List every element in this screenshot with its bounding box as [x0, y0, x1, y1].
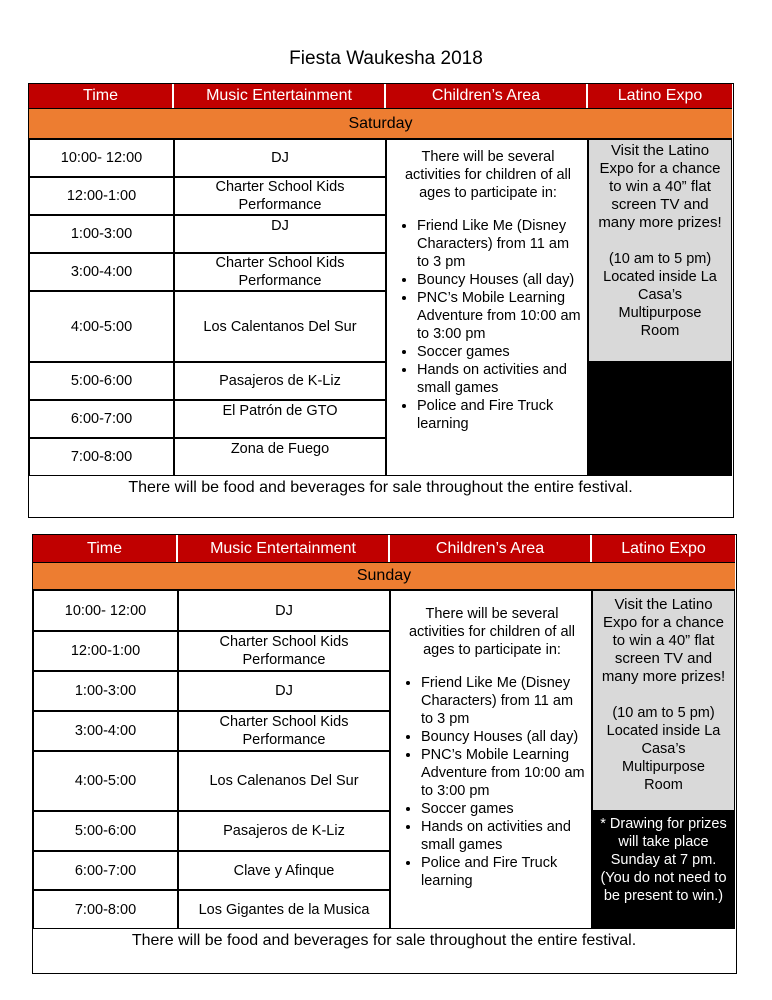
time-cell: 7:00-8:00 [33, 890, 178, 929]
list-item: • Friend Like Me (Disney Characters) from 11 am to 3 pm [417, 217, 583, 271]
time-cell: 10:00- 12:00 [29, 139, 174, 177]
header-time: Time [29, 84, 174, 108]
header-time: Time [33, 535, 178, 562]
list-item: • Police and Fire Truck learning [421, 854, 587, 890]
music-cell: Pasajeros de K-Liz [178, 811, 390, 851]
sunday-schedule-table [32, 534, 737, 974]
expo-promo-text: Visit the Latino Expo for a chance to win a 40” flat screen TV and many more prizes! [598, 142, 722, 231]
time-cell: 4:00-5:00 [33, 751, 178, 811]
food-note: There will be food and beverages for sale throughout the entire festival. [128, 479, 633, 496]
time-cell: 6:00-7:00 [33, 851, 178, 890]
header-children: Children’s Area [386, 84, 588, 108]
list-item: • Soccer games [417, 343, 583, 361]
latino-expo-cell [592, 590, 735, 811]
music-cell: Los Calentanos Del Sur [174, 291, 386, 362]
music-cell: Pasajeros de K-Liz [174, 362, 386, 400]
time-cell: 3:00-4:00 [33, 711, 178, 751]
music-cell: DJ [178, 590, 390, 631]
music-cell: Clave y Afinque [178, 851, 390, 890]
list-item: • PNC’s Mobile Learning Adventure from 10:00 am to 3:00 pm [417, 289, 583, 343]
music-cell: Zona de Fuego [174, 438, 386, 476]
expo-blank-cell [588, 362, 732, 476]
music-cell: DJ [174, 139, 386, 177]
time-cell: 10:00- 12:00 [33, 590, 178, 631]
list-item: • Bouncy Houses (all day) [421, 728, 587, 746]
time-cell: 4:00-5:00 [29, 291, 174, 362]
music-cell: Charter School Kids Performance [174, 253, 386, 291]
time-cell: 12:00-1:00 [33, 631, 178, 671]
time-cell: 1:00-3:00 [29, 215, 174, 253]
header-expo: Latino Expo [588, 84, 732, 108]
childrens-area-cell [390, 590, 592, 929]
expo-hours-text: (10 am to 5 pm) Located inside La Casa’s Multipurpose Room [606, 705, 721, 793]
childrens-activity-list [397, 674, 587, 890]
list-item: • Hands on activities and small games [421, 818, 587, 854]
expo-hours-text: (10 am to 5 pm) Located inside La Casa’s Multipurpose Room [603, 251, 717, 339]
list-item: • PNC’s Mobile Learning Adventure from 10:00 am to 3:00 pm [421, 746, 587, 800]
saturday-schedule-table [28, 83, 734, 518]
header-expo: Latino Expo [592, 535, 735, 562]
time-cell: 1:00-3:00 [33, 671, 178, 711]
time-cell: 7:00-8:00 [29, 438, 174, 476]
day-label-saturday: Saturday [29, 108, 732, 139]
latino-expo-cell [588, 139, 732, 362]
drawing-note: * Drawing for prizes will take place Sunday at 7 pm. (You do not need to be present to win.) [592, 811, 735, 929]
music-cell: El Patrón de GTO [174, 400, 386, 438]
music-cell: Charter School Kids Performance [174, 177, 386, 215]
childrens-intro: There will be several activities for children of all ages to participate in: [404, 149, 571, 201]
header-music: Music Entertainment [178, 535, 390, 562]
time-cell: 6:00-7:00 [29, 400, 174, 438]
childrens-intro: There will be several activities for children of all ages to participate in: [408, 606, 575, 658]
music-cell: DJ [174, 215, 386, 253]
music-cell: Los Calenanos Del Sur [178, 751, 390, 811]
header-children: Children’s Area [390, 535, 592, 562]
list-item: • Bouncy Houses (all day) [417, 271, 583, 289]
expo-promo-text: Visit the Latino Expo for a chance to win a 40” flat screen TV and many more prizes! [601, 596, 726, 685]
list-item: • Friend Like Me (Disney Characters) from 11 am to 3 pm [421, 674, 587, 728]
time-cell: 5:00-6:00 [33, 811, 178, 851]
time-cell: 12:00-1:00 [29, 177, 174, 215]
day-label-sunday: Sunday [33, 562, 735, 590]
list-item: • Soccer games [421, 800, 587, 818]
music-cell: Charter School Kids Performance [178, 631, 390, 671]
time-cell: 3:00-4:00 [29, 253, 174, 291]
childrens-activity-list [393, 217, 583, 433]
list-item: • Hands on activities and small games [417, 361, 583, 397]
page-title: Fiesta Waukesha 2018 [289, 48, 483, 69]
header-music: Music Entertainment [174, 84, 386, 108]
music-cell: Los Gigantes de la Musica [178, 890, 390, 929]
list-item: • Police and Fire Truck learning [417, 397, 583, 433]
childrens-area-cell [386, 139, 588, 476]
music-cell: DJ [178, 671, 390, 711]
music-cell: Charter School Kids Performance [178, 711, 390, 751]
food-note: There will be food and beverages for sale throughout the entire festival. [131, 932, 637, 949]
time-cell: 5:00-6:00 [29, 362, 174, 400]
